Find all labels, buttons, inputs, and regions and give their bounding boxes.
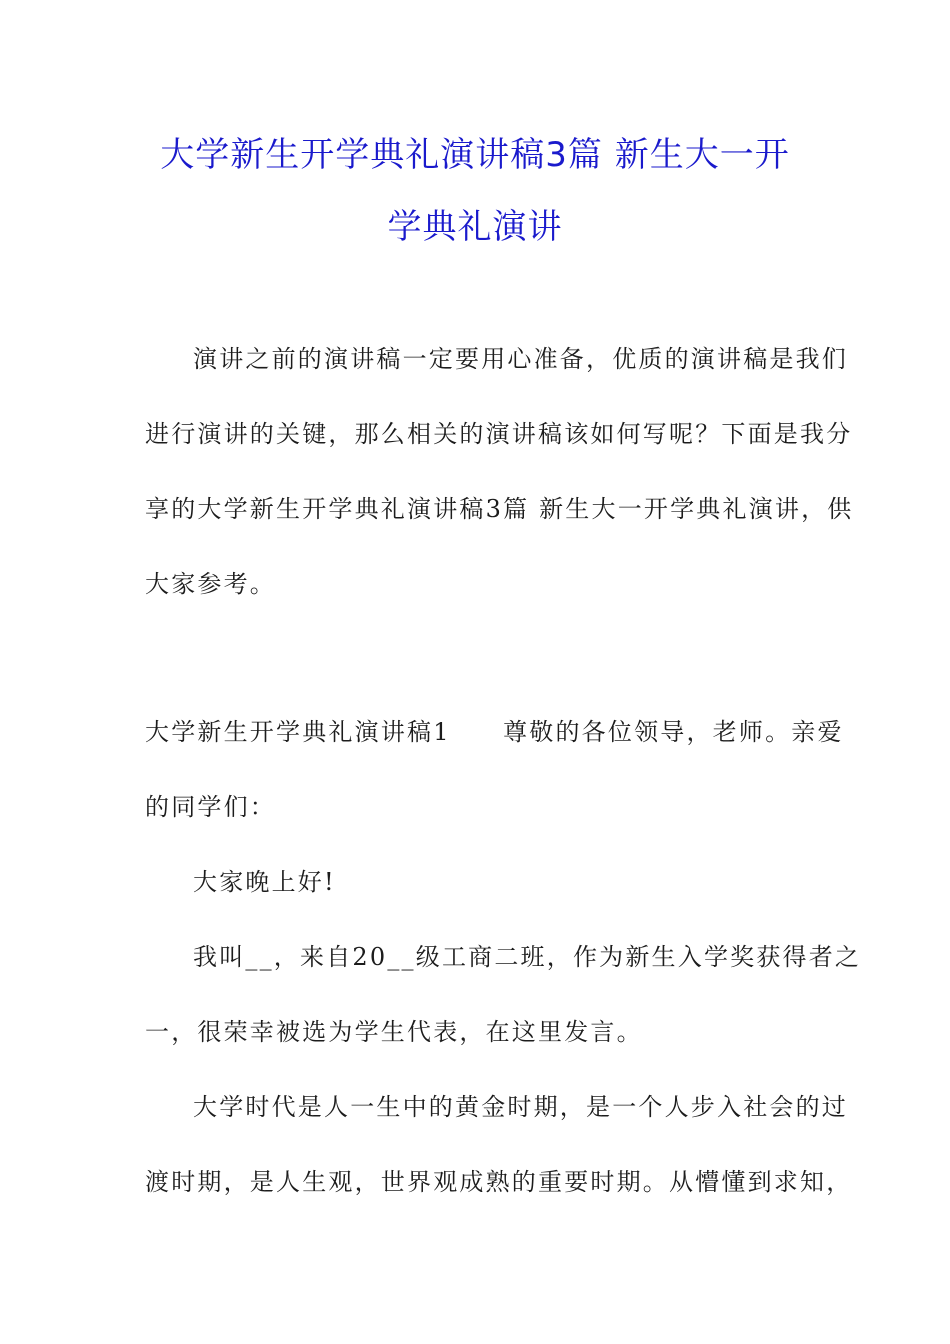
- paragraph-line: 的同学们：: [145, 793, 276, 821]
- greeting-line: 大家晚上好!: [193, 868, 336, 896]
- document-title-line-1: 大学新生开学典礼演讲稿3篇 新生大一开: [160, 135, 790, 175]
- paragraph-line: 大家参考。: [145, 570, 276, 598]
- paragraph-line: 一，很荣幸被选为学生代表，在这里发言。: [145, 1018, 643, 1046]
- paragraph-line: 我叫__，来自20__级工商二班，作为新生入学奖获得者之: [193, 943, 862, 971]
- document-title-line-2: 学典礼演讲: [387, 207, 563, 247]
- paragraph-line: 渡时期，是人生观，世界观成熟的重要时期。从懵懂到求知，: [145, 1168, 853, 1196]
- paragraph-line: 大学时代是人一生中的黄金时期，是一个人步入社会的过: [193, 1093, 848, 1121]
- paragraph-line: 演讲之前的演讲稿一定要用心准备，优质的演讲稿是我们: [193, 345, 848, 373]
- section-heading-line: 大学新生开学典礼演讲稿1 尊敬的各位领导，老师。亲爱: [145, 718, 844, 746]
- paragraph-line: 进行演讲的关键，那么相关的演讲稿该如何写呢？下面是我分: [145, 420, 853, 448]
- paragraph-line: 享的大学新生开学典礼演讲稿3篇 新生大一开学典礼演讲，供: [145, 495, 854, 523]
